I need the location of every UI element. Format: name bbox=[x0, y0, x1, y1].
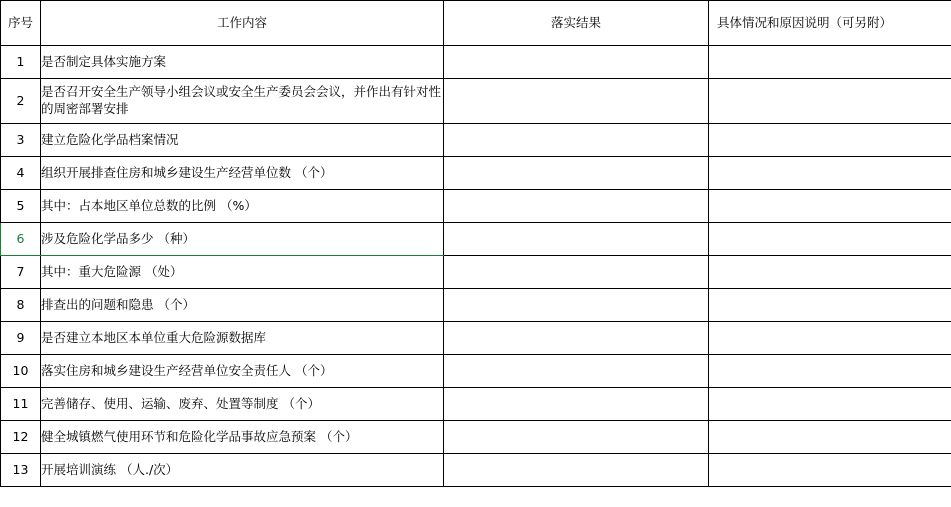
row-result-cell[interactable] bbox=[444, 190, 709, 223]
table-row bbox=[1, 388, 951, 421]
column-header-note: 具体情况和原因说明（可另附） bbox=[709, 1, 951, 46]
row-result-cell[interactable] bbox=[444, 289, 709, 322]
table-row bbox=[1, 454, 951, 487]
row-work-cell: 其中：重大危险源 （处） bbox=[41, 256, 444, 289]
table-row bbox=[1, 190, 951, 223]
row-note-cell[interactable] bbox=[709, 157, 951, 190]
row-note-cell[interactable] bbox=[709, 256, 951, 289]
row-index-cell: 2 bbox=[1, 79, 41, 124]
row-note-cell[interactable] bbox=[709, 124, 951, 157]
column-header-work: 工作内容 bbox=[41, 1, 444, 46]
table-header-row bbox=[1, 1, 951, 46]
column-header-index: 序号 bbox=[1, 1, 41, 46]
row-work-cell: 落实住房和城乡建设生产经营单位安全责任人 （个） bbox=[41, 355, 444, 388]
row-index-cell: 13 bbox=[1, 454, 41, 487]
row-work-cell: 是否建立本地区本单位重大危险源数据库 bbox=[41, 322, 444, 355]
table-row bbox=[1, 289, 951, 322]
row-index-cell: 4 bbox=[1, 157, 41, 190]
table-row bbox=[1, 157, 951, 190]
row-note-cell[interactable] bbox=[709, 454, 951, 487]
row-note-cell[interactable] bbox=[709, 322, 951, 355]
row-result-cell[interactable] bbox=[444, 223, 709, 256]
row-note-cell[interactable] bbox=[709, 388, 951, 421]
row-note-cell[interactable] bbox=[709, 46, 951, 79]
row-result-cell[interactable] bbox=[444, 124, 709, 157]
row-index-cell: 12 bbox=[1, 421, 41, 454]
row-index-cell: 9 bbox=[1, 322, 41, 355]
table-row bbox=[1, 421, 951, 454]
row-result-cell[interactable] bbox=[444, 46, 709, 79]
row-index-cell: 10 bbox=[1, 355, 41, 388]
row-result-cell[interactable] bbox=[444, 421, 709, 454]
row-note-cell[interactable] bbox=[709, 79, 951, 124]
row-note-cell[interactable] bbox=[709, 289, 951, 322]
row-work-cell: 是否召开安全生产领导小组会议或安全生产委员会会议，并作出有针对性的周密部署安排 bbox=[41, 79, 444, 124]
table-row bbox=[1, 223, 951, 256]
table-row bbox=[1, 256, 951, 289]
row-index-cell: 1 bbox=[1, 46, 41, 79]
row-work-cell: 开展培训演练 （人./次） bbox=[41, 454, 444, 487]
row-index-cell: 6 bbox=[1, 223, 41, 256]
row-result-cell[interactable] bbox=[444, 157, 709, 190]
row-result-cell[interactable] bbox=[444, 322, 709, 355]
row-work-cell: 其中：占本地区单位总数的比例 （%） bbox=[41, 190, 444, 223]
table-row bbox=[1, 124, 951, 157]
table-row bbox=[1, 355, 951, 388]
column-header-result: 落实结果 bbox=[444, 1, 709, 46]
table-header bbox=[1, 1, 951, 46]
row-result-cell[interactable] bbox=[444, 355, 709, 388]
row-note-cell[interactable] bbox=[709, 355, 951, 388]
row-note-cell[interactable] bbox=[709, 223, 951, 256]
row-index-cell: 7 bbox=[1, 256, 41, 289]
row-result-cell[interactable] bbox=[444, 388, 709, 421]
row-index-cell: 3 bbox=[1, 124, 41, 157]
row-result-cell[interactable] bbox=[444, 454, 709, 487]
row-note-cell[interactable] bbox=[709, 421, 951, 454]
table-row bbox=[1, 322, 951, 355]
row-index-cell: 5 bbox=[1, 190, 41, 223]
row-note-cell[interactable] bbox=[709, 190, 951, 223]
row-work-cell: 涉及危险化学品多少 （种） bbox=[41, 223, 444, 256]
row-work-cell: 完善储存、使用、运输、废弃、处置等制度 （个） bbox=[41, 388, 444, 421]
row-index-cell: 11 bbox=[1, 388, 41, 421]
table-row bbox=[1, 79, 951, 124]
row-work-cell: 健全城镇燃气使用环节和危险化学品事故应急预案 （个） bbox=[41, 421, 444, 454]
row-work-cell: 是否制定具体实施方案 bbox=[41, 46, 444, 79]
table-row bbox=[1, 46, 951, 79]
row-result-cell[interactable] bbox=[444, 79, 709, 124]
row-result-cell[interactable] bbox=[444, 256, 709, 289]
row-work-cell: 建立危险化学品档案情况 bbox=[41, 124, 444, 157]
row-work-cell: 组织开展排查住房和城乡建设生产经营单位数 （个） bbox=[41, 157, 444, 190]
row-work-cell: 排查出的问题和隐患 （个） bbox=[41, 289, 444, 322]
table-body bbox=[1, 46, 951, 487]
row-index-cell: 8 bbox=[1, 289, 41, 322]
